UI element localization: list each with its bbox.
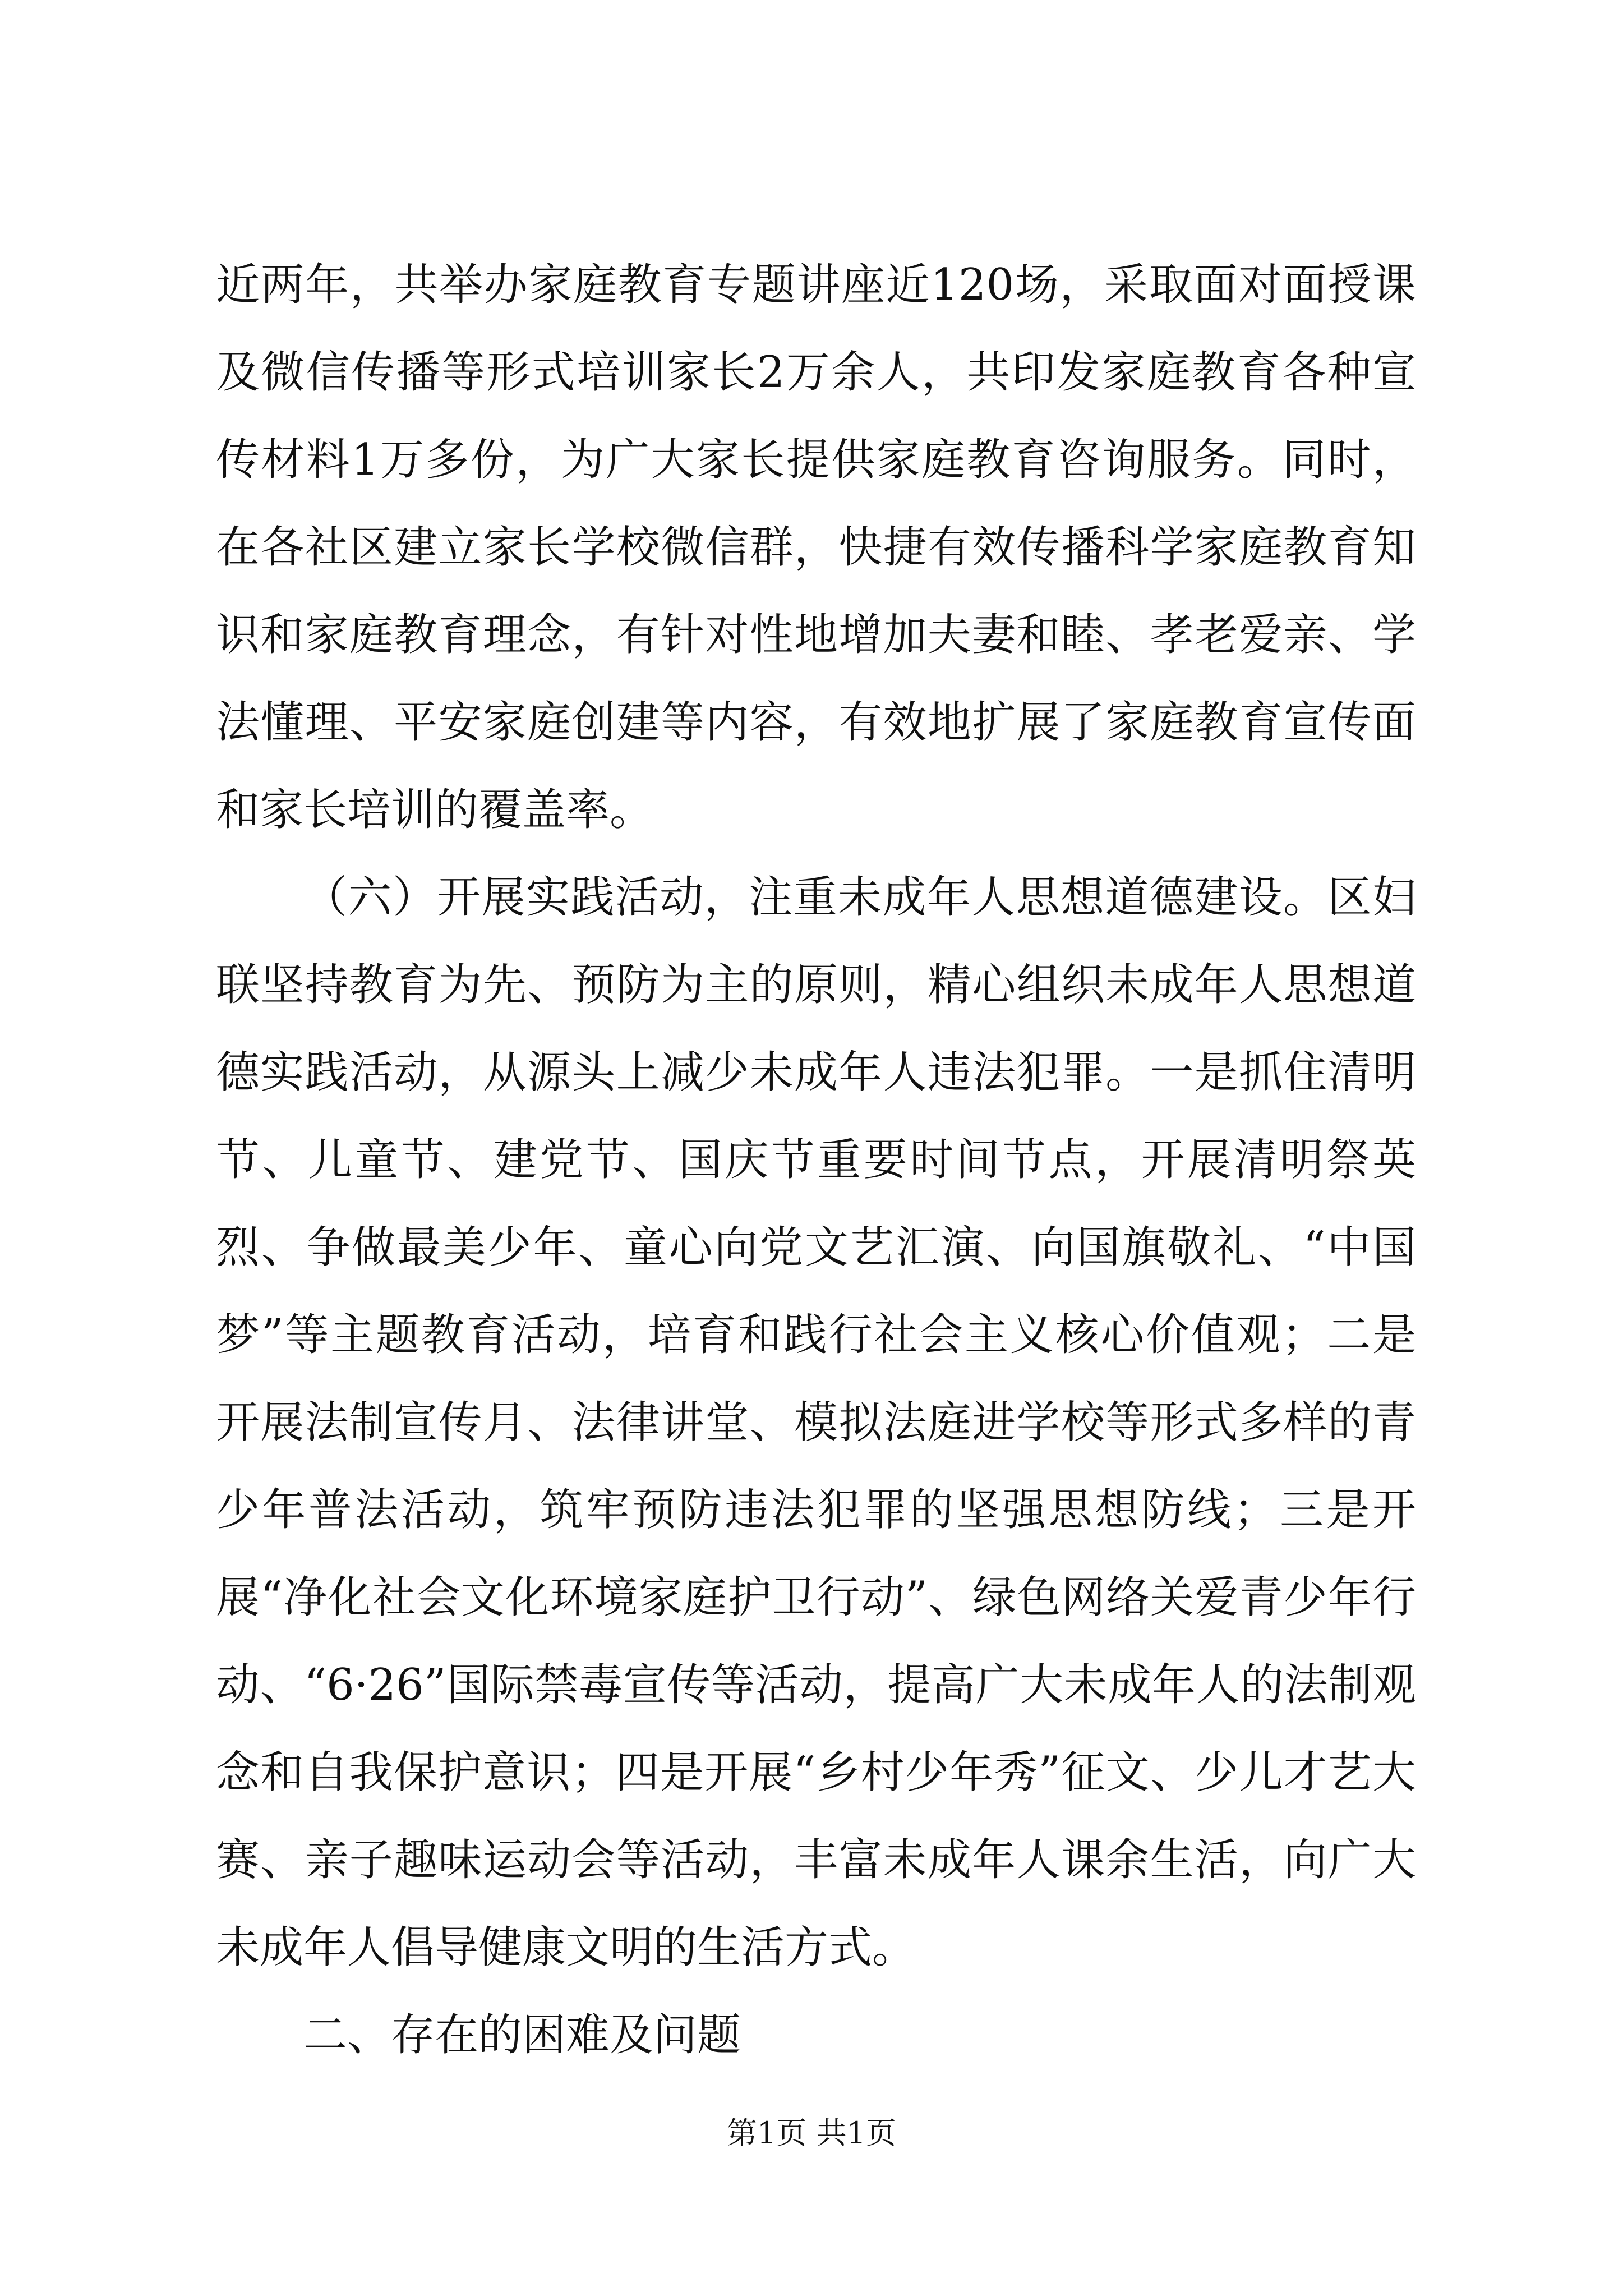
paragraph-practice-activities: （六）开展实践活动，注重未成年人思想道德建设。区妇联坚持教育为先、预防为主的原则，精心组织未成年人思想道德实践活动，从源头上减少未成年人违法犯罪。一是抓住清明节、儿童节、建党节、国庆节重要时间节点，开展清明祭英烈、争做最美少年、童心向党文艺汇演、向国旗敬礼、“中国梦”等主题教育活动，培育和践行社会主义核心价值观；二是开展法制宣传月、法律讲堂、模拟法庭进学校等形式多样的青少年普法活动，筑牢预防违法犯罪的坚强思想防线；三是开展“净化社会文化环境家庭护卫行动”、绿色网络关爱青少年行动、“6·26”国际禁毒宣传等活动，提高广大未成年人的法制观念和自我保护意识；四是开展“乡村少年秀”征文、少儿才艺大赛、亲子趣味运动会等活动，丰富未成年人课余生活，向广大未成年人倡导健康文明的生活方式。 [216,872,1416,1973]
document-body [216,241,1416,2079]
page-footer: 第1页 共1页 [727,2115,896,2151]
section-heading-difficulties: 二、存在的困难及问题 [303,2010,741,2060]
paragraph-family-education: 近两年，共举办家庭教育专题讲座近120场，采取面对面授课及微信传播等形式培训家长2万余人，共印发家庭教育各种宣传材料1万多份，为广大家长提供家庭教育咨询服务。同时，在各社区建立家长学校微信群，快捷有效传播科学家庭教育知识和家庭教育理念，有针对性地增加夫妻和睦、孝老爱亲、学法懂理、平安家庭创建等内容，有效地扩展了家庭教育宣传面和家长培训的覆盖率。 [216,260,1416,835]
